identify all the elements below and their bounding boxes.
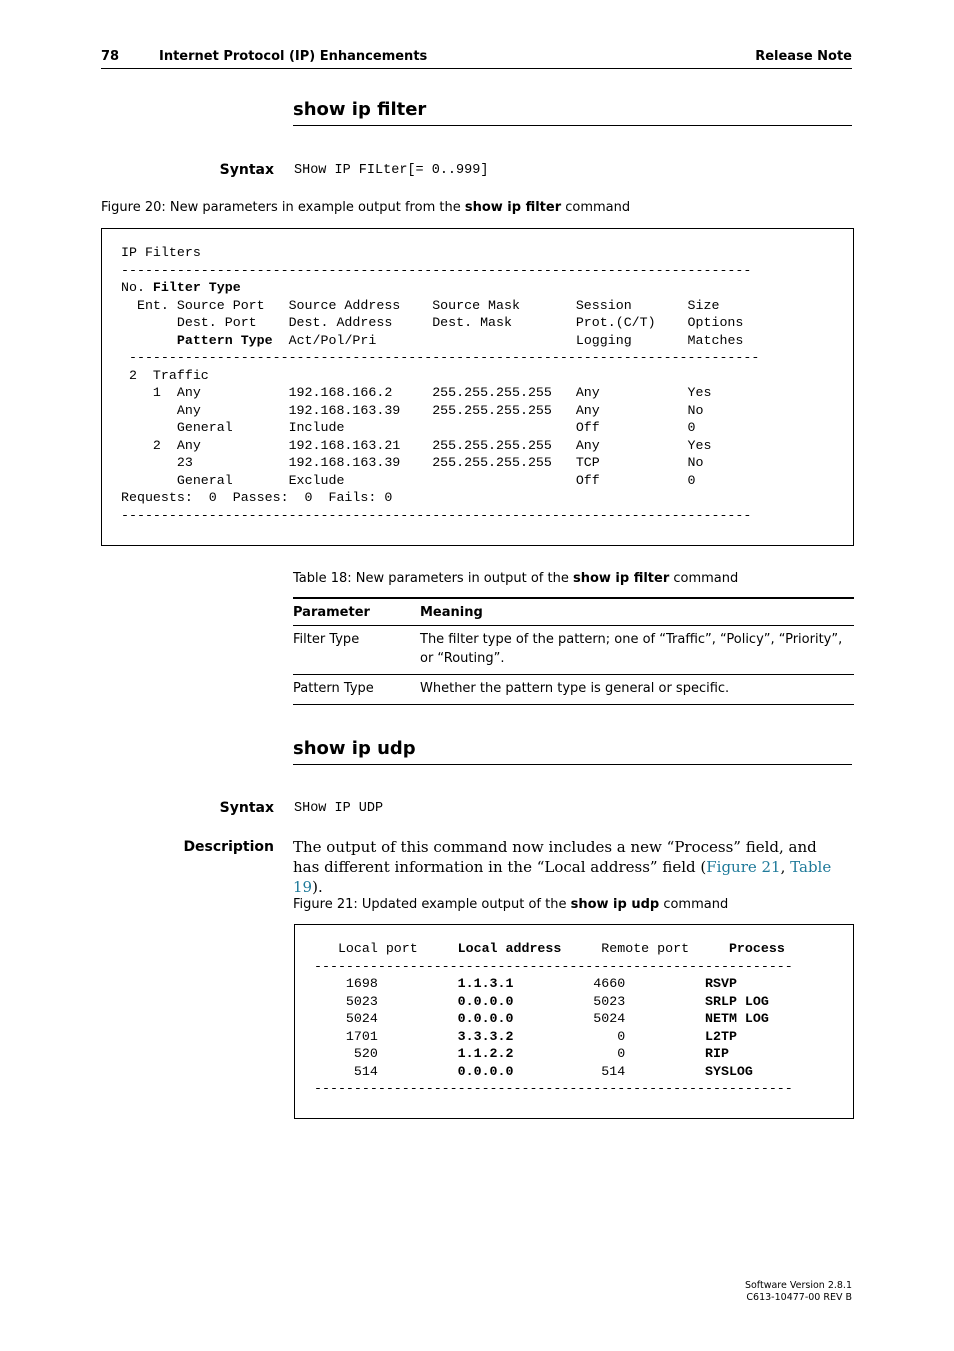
code-line: Requests: 0 Passes: 0 Fails: 0: [121, 490, 393, 505]
local-address-value: 0.0.0.0: [457, 1063, 546, 1079]
code-line: Dest. Port Dest. Address Dest. Mask Prot.(C/T) Options: [121, 315, 744, 330]
description-label: Description: [183, 839, 274, 855]
code-line: No. Filter Type: [121, 280, 241, 295]
process-value: RIP: [705, 1046, 729, 1061]
code-line: Any 192.168.163.39 255.255.255.255 Any No: [121, 402, 704, 418]
local-address-value: 0.0.0.0: [457, 993, 546, 1009]
code-line: 23 192.168.163.39 255.255.255.255 TCP No: [121, 455, 704, 470]
section-rule: [293, 764, 852, 765]
table-cell: Filter Type: [293, 626, 420, 675]
process-value: L2TP: [705, 1028, 737, 1044]
local-port-value: 1701: [314, 1028, 458, 1044]
local-address-value: 3.3.3.2: [457, 1028, 546, 1044]
column-header-local-port: Local port: [314, 941, 458, 956]
section-title-show-ip-udp: show ip udp: [293, 738, 416, 759]
remote-port-value: 4660: [545, 976, 706, 991]
parameter-table: [293, 597, 854, 705]
section-title-show-ip-filter: show ip filter: [293, 99, 427, 120]
figure-21-caption: Figure 21: Updated example output of the show ip udp command: [293, 897, 729, 912]
code-line: General Exclude Off 0: [121, 472, 696, 488]
figure-21-code-box: [294, 924, 854, 1119]
header-rule: [101, 68, 852, 69]
document-revision: C613-10477-00 REV B: [746, 1292, 852, 1303]
code-line: 1 Any 192.168.166.2 255.255.255.255 Any Yes: [121, 385, 712, 400]
local-port-value: 520: [314, 1046, 458, 1061]
table-19-link[interactable]: Table 19: [293, 858, 832, 896]
separator-line: ------------------------------------------------------------: [314, 1081, 793, 1096]
code-line: Ent. Source Port Source Address Source Mask Session Size: [121, 297, 720, 313]
remote-port-value: 0: [545, 1046, 706, 1061]
figure-21-link[interactable]: Figure 21: [706, 858, 781, 876]
software-version: Software Version 2.8.1: [744, 1280, 852, 1291]
remote-port-value: 514: [545, 1063, 706, 1079]
udp-output: [314, 940, 793, 1098]
figure-20-code-box: [101, 228, 854, 546]
code-line: General Include Off 0: [121, 420, 696, 435]
figure-20-caption: Figure 20: New parameters in example output from the show ip filter command: [101, 200, 631, 215]
column-header-meaning: Meaning: [420, 598, 854, 626]
code-line: -------------------------------------------------------------------------------: [121, 507, 752, 523]
code-line: 2 Traffic: [121, 367, 209, 383]
code-line: -------------------------------------------------------------------------------: [121, 350, 760, 365]
column-header-remote-port: Remote port: [601, 941, 729, 956]
table-18-caption: Table 18: New parameters in output of the show ip filter command: [293, 571, 739, 586]
local-port-value: 514: [314, 1063, 458, 1079]
local-address-value: 0.0.0.0: [457, 1011, 546, 1026]
local-address-value: 1.1.3.1: [457, 976, 546, 991]
process-value: RSVP: [705, 976, 737, 991]
remote-port-value: 0: [545, 1028, 706, 1044]
column-header-local-address: Local address: [457, 941, 602, 956]
chapter-title: Internet Protocol (IP) Enhancements: [159, 49, 428, 64]
syntax-command: SHow IP UDP: [294, 801, 384, 816]
remote-port-value: 5023: [545, 993, 706, 1009]
separator-line: ------------------------------------------------------------: [314, 958, 793, 974]
local-address-value: 1.1.2.2: [457, 1046, 546, 1061]
syntax-command: SHow IP FILter[= 0..999]: [294, 163, 489, 178]
code-line: Pattern Type Act/Pol/Pri Logging Matches: [176, 332, 744, 348]
page-number: 78: [101, 49, 120, 64]
local-port-value: 1698: [314, 976, 458, 991]
description-text: The output of this command now includes a new “Process” field, and has different information in the “Local address” field (Figure 21, Table 19).: [293, 838, 832, 896]
process-value: SRLP LOG: [705, 993, 769, 1009]
footer: [745, 1280, 852, 1304]
table-cell: Whether the pattern type is general or specific.: [420, 675, 854, 705]
table-cell: The filter type of the pattern; one of “Traffic”, “Policy”, “Priority”, or “Routing”.: [420, 626, 854, 675]
table-row: [293, 626, 854, 675]
local-port-value: 5023: [314, 993, 458, 1009]
process-value: SYSLOG: [705, 1063, 753, 1079]
code-line: -------------------------------------------------------------------------------: [121, 262, 752, 278]
syntax-label: Syntax: [219, 800, 274, 816]
filter-output: [121, 244, 759, 524]
table-header-row: [293, 598, 854, 626]
process-value: NETM LOG: [705, 1011, 769, 1026]
column-header-parameter: Parameter: [293, 598, 420, 626]
table-cell: Pattern Type: [293, 675, 420, 705]
section-rule: [293, 125, 852, 126]
code-line: IP Filters: [121, 245, 201, 260]
local-port-value: 5024: [314, 1011, 458, 1026]
code-line: 2 Any 192.168.163.21 255.255.255.255 Any Yes: [121, 437, 712, 453]
column-header-process: Process: [728, 941, 785, 956]
table-row: [293, 675, 854, 705]
document-type: Release Note: [755, 49, 852, 64]
remote-port-value: 5024: [545, 1011, 706, 1026]
syntax-label: Syntax: [219, 162, 274, 178]
